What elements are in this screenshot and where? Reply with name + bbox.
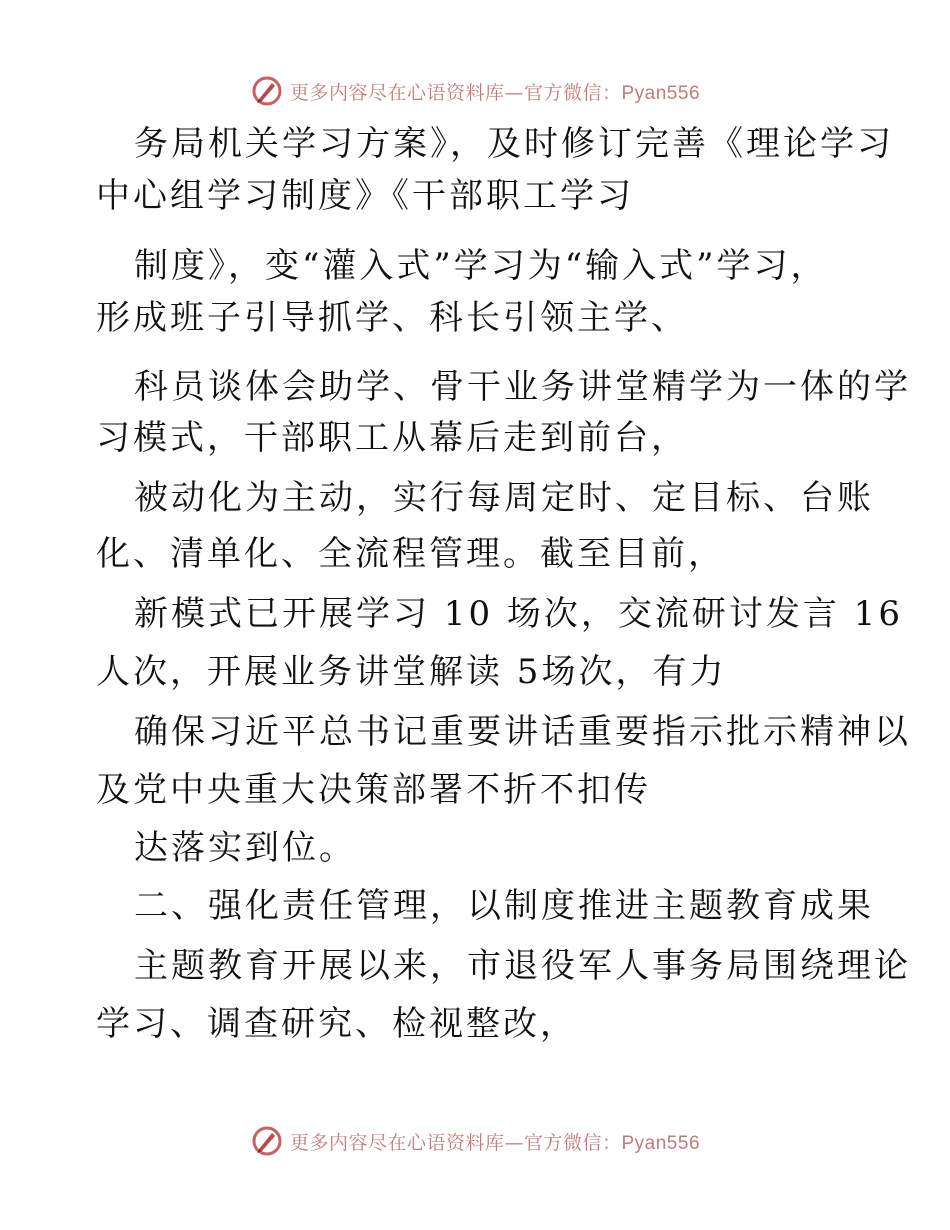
body-line: 中心组学习制度》《干部职工学习 <box>96 176 634 216</box>
body-line: 学习、调查研究、检视整改， <box>96 1004 577 1044</box>
body-line: 形成班子引导抓学、科长引领主学、 <box>96 298 688 338</box>
body-line: 确保习近平总书记重要讲话重要指示批示精神以 <box>134 712 911 752</box>
body-line: 新模式已开展学习 10 场次，交流研讨发言 16 <box>134 594 903 634</box>
watermark-text <box>290 78 700 105</box>
body-line: 科员谈体会助学、骨干业务讲堂精学为一体的学 <box>134 367 911 407</box>
watermark-brand: 更多内容尽在心语资料库 <box>289 81 505 104</box>
footer-watermark <box>0 1121 950 1161</box>
watermark-wechat-id: Pyan556 <box>621 1132 701 1154</box>
pen-logo-icon <box>250 74 284 108</box>
body-line: 达落实到位。 <box>134 828 356 868</box>
watermark-dash: — <box>504 1131 524 1154</box>
watermark-official-label: 官方微信： <box>523 1131 622 1154</box>
body-line: 及党中央重大决策部署不折不扣传 <box>96 770 651 810</box>
pen-logo-icon <box>250 1124 284 1158</box>
body-line: 习模式，干部职工从幕后走到前台， <box>96 418 688 458</box>
watermark-wechat-id: Pyan556 <box>621 82 701 104</box>
body-line: 人次，开展业务讲堂解读 5场次，有力 <box>96 652 727 692</box>
watermark-official-label: 官方微信： <box>523 81 622 104</box>
body-line: 被动化为主动，实行每周定时、定目标、台账 <box>134 478 874 518</box>
body-line: 主题教育开展以来，市退役军人事务局围绕理论 <box>134 946 911 986</box>
body-line: 化、清单化、全流程管理。截至目前， <box>96 534 725 574</box>
section-heading: 二、强化责任管理，以制度推进主题教育成果 <box>134 886 874 926</box>
watermark-dash: — <box>504 81 524 104</box>
header-watermark <box>0 71 950 111</box>
body-line: 制度》，变“灌入式”学习为“输入式”学习， <box>134 246 828 286</box>
watermark-text <box>290 1128 700 1155</box>
body-line: 务局机关学习方案》，及时修订完善《理论学习 <box>134 124 894 164</box>
watermark-brand: 更多内容尽在心语资料库 <box>289 1131 505 1154</box>
